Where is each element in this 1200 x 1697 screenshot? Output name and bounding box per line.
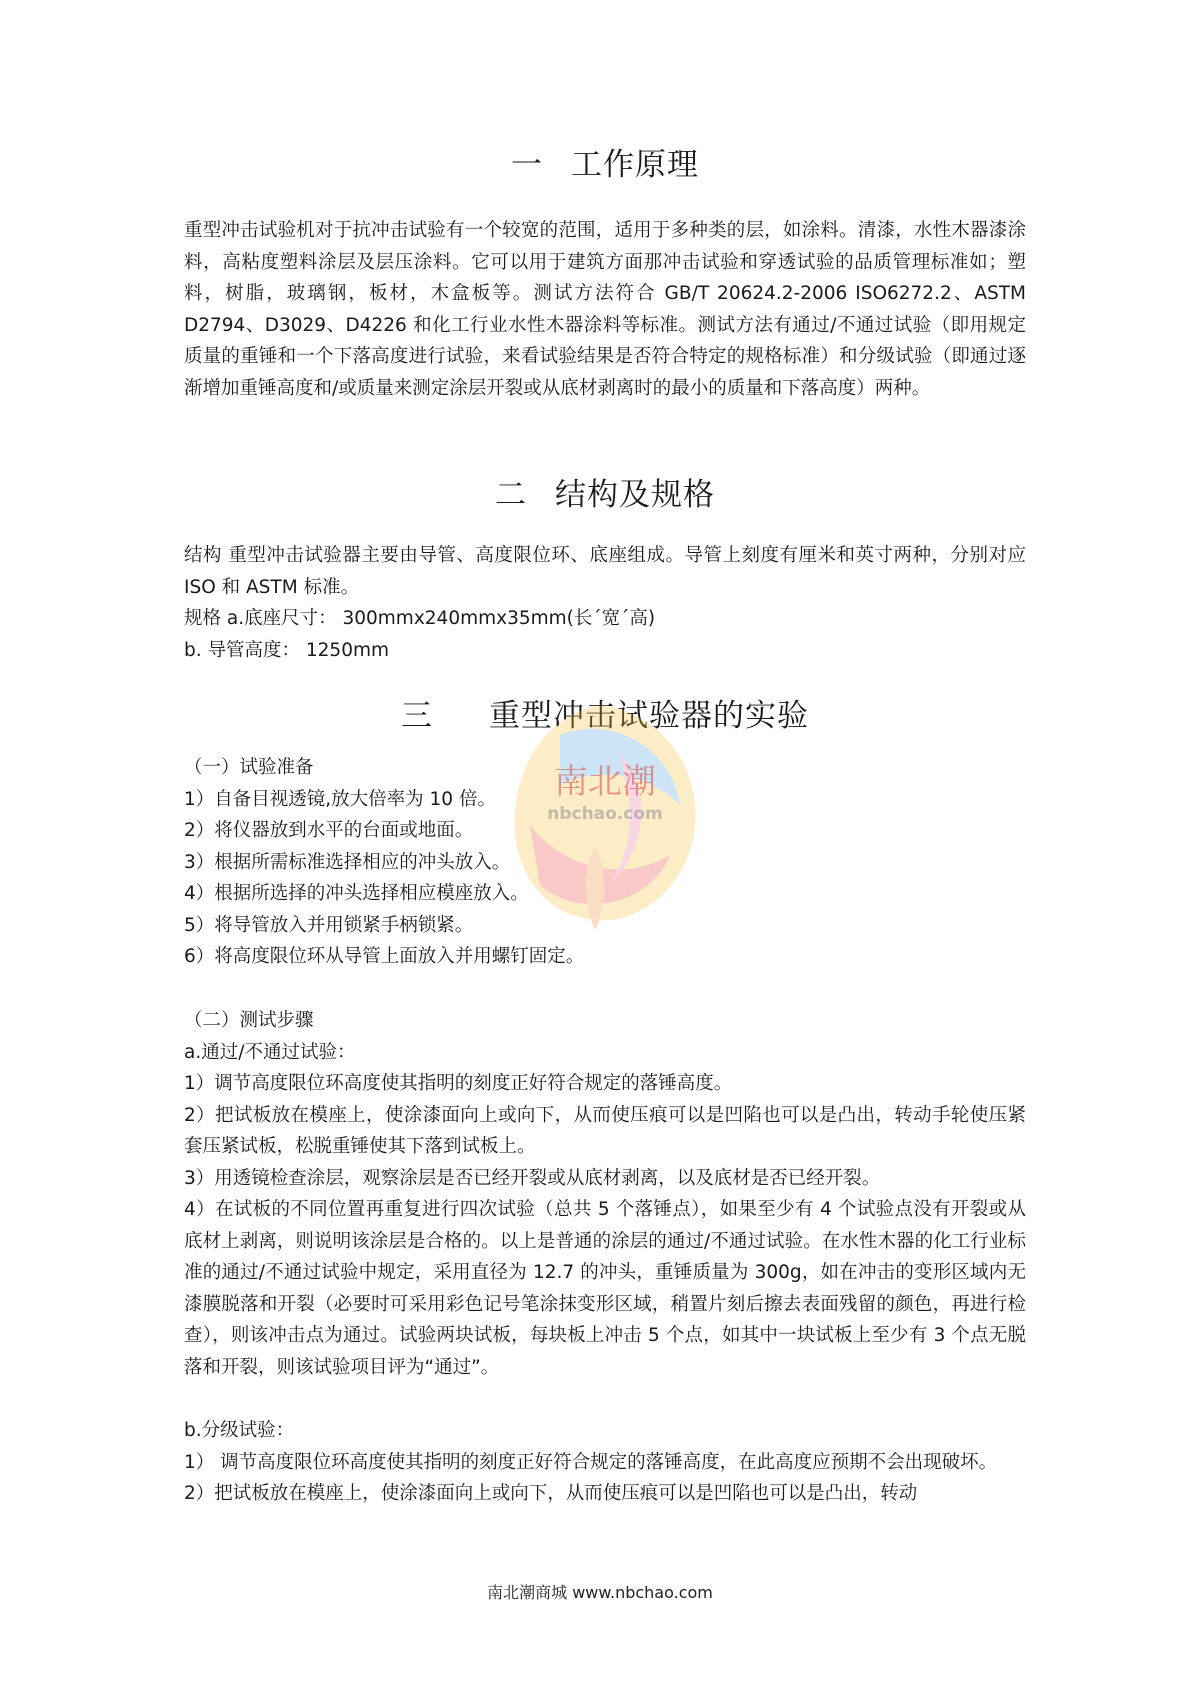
section-1-number: 一 — [511, 147, 543, 183]
section-2 — [184, 475, 1026, 515]
section-2-body — [184, 540, 1026, 666]
prep-item: 2）将仪器放到水平的台面或地面。 — [184, 820, 474, 841]
prep-item: 5）将导管放入并用锁紧手柄锁紧。 — [184, 914, 474, 936]
steps-heading: （二）测试步骤 — [184, 1010, 314, 1031]
spec-a: 规格 a.底座尺寸： 300mmx240mmx35mm(长´宽´高) — [184, 608, 656, 629]
prep-item: 6）将高度限位环从导管上面放入并用螺钉固定。 — [184, 946, 585, 967]
section-2-number: 二 — [495, 477, 527, 513]
grade-item: 1） 调节高度限位环高度使其指明的刻度正好符合规定的落锤高度，在此高度应预期不会出现破坏。 — [184, 1451, 998, 1473]
section-2-heading: 结构及规格 — [555, 477, 715, 513]
section-3-grade — [184, 1415, 1026, 1510]
pass-item: 4）在试板的不同位置再重复进行四次试验（总共 5 个落锤点），如果至少有 4 个试验点没有开裂或从底材上剥离，则说明该涂层是合格的。以上是普通的涂层的通过/不通过试验。在水性木器的化工行业标准的通过/不通过试验中规定，采用直径为 12.7 的冲头，重锤质量为 300g，如在冲击的变形区域内无漆膜脱落和开裂（必要时可采用彩色记号笔涂抹变形区域，稍置片刻后擦去表面残留的颜色，再进行检查），则该冲击点为通过。试验两块试板，每块板上冲击 5 个点，如其中一块试板上至少有 3 个点无脱落和开裂，则该试验项目评为“通过”。 — [184, 1199, 1026, 1378]
page-footer: 南北潮商城 www.nbchao.com — [487, 1583, 713, 1602]
pass-item: 1）调节高度限位环高度使其指明的刻度正好符合规定的落锤高度。 — [184, 1073, 733, 1094]
section-3-prep — [184, 752, 1026, 973]
watermark-text-en: nbchao.com — [547, 804, 663, 824]
section-3-number: 三 — [401, 698, 433, 734]
prep-heading: （一）试验准备 — [184, 757, 314, 778]
grade-heading: b.分级试验： — [184, 1420, 295, 1441]
section-1-title — [184, 145, 1026, 185]
prep-item: 3）根据所需标准选择相应的冲头放入。 — [184, 851, 511, 873]
section-2-title — [184, 475, 1026, 515]
section-3-steps — [184, 1005, 1026, 1383]
section-3-heading: 重型冲击试验器的实验 — [489, 698, 809, 734]
watermark-text-cn: 南北潮 — [554, 762, 656, 802]
pass-heading: a.通过/不通过试验： — [184, 1041, 356, 1063]
grade-item: 2）把试板放在模座上，使涂漆面向上或向下，从而使压痕可以是凹陷也可以是凸出，转动 — [184, 1483, 918, 1504]
pass-item: 2）把试板放在模座上，使涂漆面向上或向下，从而使压痕可以是凹陷也可以是凸出，转动手轮使压紧套压紧试板，松脱重锤使其下落到试板上。 — [184, 1104, 1026, 1157]
spec-b: b. 导管高度： 1250mm — [184, 639, 390, 661]
pass-item: 3）用透镜检查涂层，观察涂层是否已经开裂或从底材剥离，以及底材是否已经开裂。 — [184, 1167, 881, 1189]
prep-item: 1）自备目视透镜,放大倍率为 10 倍。 — [184, 788, 496, 810]
prep-item: 4）根据所选择的冲头选择相应模座放入。 — [184, 883, 529, 904]
section-1-body — [184, 215, 1026, 404]
structure-paragraph: 结构 重型冲击试验器主要由导管、高度限位环、底座组成。导管上刻度有厘米和英寸两种，分别对应 ISO 和 ASTM 标准。 — [184, 545, 1026, 598]
section-1-paragraph: 重型冲击试验机对于抗冲击试验有一个较宽的范围，适用于多种类的层，如涂料。清漆，水性木器漆涂料，高粘度塑料涂层及层压涂料。它可以用于建筑方面那冲击试验和穿透试验的品质管理标准如；塑料，树脂，玻璃钢，板材，木盒板等。测试方法符合 GB/T 20624.2-2006 ISO6272.2、ASTM D2794、D3029、D4226 和化工行业水性木器涂料等标准。测试方法有通过/不通过试验（即用规定质量的重锤和一个下落高度进行试验，来看试验结果是否符合特定的规格标准）和分级试验（即通过逐渐增加重锤高度和/或质量来测定涂层开裂或从底材剥离时的最小的质量和下落高度）两种。 — [184, 220, 1026, 399]
section-1-heading: 工作原理 — [571, 147, 699, 183]
section-1 — [184, 145, 1026, 185]
